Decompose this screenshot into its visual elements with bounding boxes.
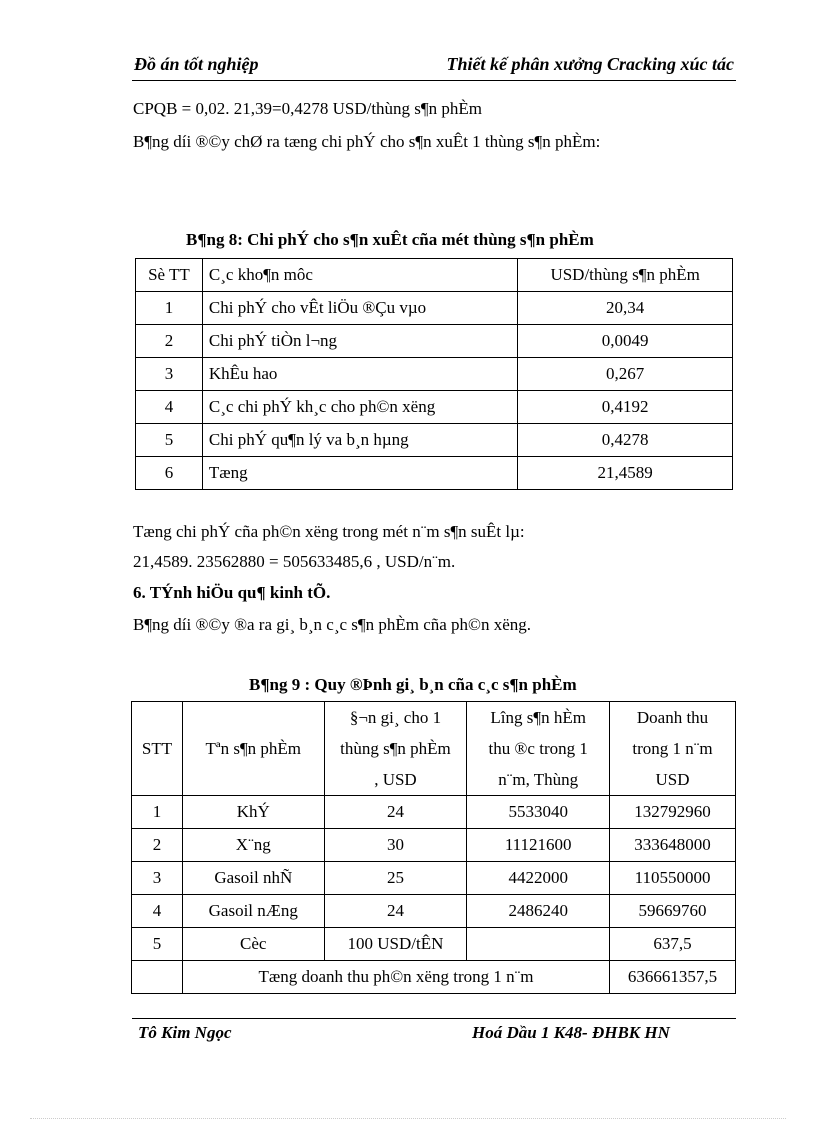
table8-header-stt: Sè TT — [136, 259, 203, 292]
table9-cell-price: 24 — [324, 796, 467, 829]
table9-cell-stt: 4 — [132, 895, 183, 928]
table9-cell-name: Gasoil nhÑ — [182, 862, 324, 895]
table-row — [132, 895, 736, 928]
table8-cell-cost: 21,4589 — [518, 457, 733, 490]
table-row — [136, 457, 733, 490]
table8-cell-stt: 4 — [136, 391, 203, 424]
table9-header-qty — [467, 702, 610, 796]
table9-header-rev-line1: Doanh thu — [636, 708, 709, 727]
table8-cell-item: Tæng — [202, 457, 517, 490]
table9-header-price-line3: , USD — [374, 770, 417, 789]
table-row — [132, 829, 736, 862]
table9-cell-stt: 3 — [132, 862, 183, 895]
table9-header-row — [132, 702, 736, 796]
table9-header-price-line1: §¬n gi¸ cho 1 — [349, 708, 442, 727]
table8-cell-cost: 0,267 — [518, 358, 733, 391]
intro-line-1: CPQB = 0,02. 21,39=0,4278 USD/thùng s¶n phÈm — [133, 99, 482, 118]
table-row — [132, 928, 736, 961]
table9-cell-price: 30 — [324, 829, 467, 862]
table-9 — [131, 701, 736, 994]
table9-cell-revenue: 132792960 — [610, 796, 736, 829]
table9-cell-name: Gasoil nÆng — [182, 895, 324, 928]
table8-cell-cost: 0,4278 — [518, 424, 733, 457]
table8-caption: B¶ng 8: Chi phÝ cho s¶n xuÊt cña mét thùng s¶n phÈm — [186, 230, 594, 249]
table9-header-price-line2: thùng s¶n phÈm — [340, 739, 451, 758]
table9-cell-name: Cèc — [182, 928, 324, 961]
table9-cell-qty: 5533040 — [467, 796, 610, 829]
table8-cell-item: Chi phÝ cho vÊt liÖu ®Çu vµo — [202, 292, 517, 325]
table8-header-row — [136, 259, 733, 292]
table8-cell-item: C¸c chi phÝ kh¸c cho ph©n xëng — [202, 391, 517, 424]
table8-cell-cost: 20,34 — [518, 292, 733, 325]
table9-header-rev-line3: USD — [655, 770, 690, 789]
table9-cell-name: KhÝ — [182, 796, 324, 829]
page-bottom-divider — [30, 1118, 786, 1119]
table-8 — [135, 258, 733, 490]
table-row — [136, 292, 733, 325]
table9-cell-price: 100 USD/tÊN — [324, 928, 467, 961]
table9-total-row — [132, 961, 736, 994]
middle-line-2: 21,4589. 23562880 = 505633485,6 , USD/n¨m. — [133, 552, 456, 571]
table9-cell-name: X¨ng — [182, 829, 324, 862]
page-header — [132, 52, 736, 81]
table9-total-value: 636661357,5 — [610, 961, 736, 994]
table-row — [136, 391, 733, 424]
table8-cell-stt: 5 — [136, 424, 203, 457]
table9-header-qty-line1: Lîng s¶n hÈm — [490, 708, 586, 727]
table9-cell-revenue: 333648000 — [610, 829, 736, 862]
table-row — [136, 424, 733, 457]
table9-total-label: Tæng doanh thu ph©n xëng trong 1 n¨m — [182, 961, 609, 994]
table8-cell-stt: 1 — [136, 292, 203, 325]
table8-cell-stt: 2 — [136, 325, 203, 358]
page-footer — [132, 1018, 736, 1047]
table9-cell-qty: 2486240 — [467, 895, 610, 928]
table8-cell-item: Chi phÝ qu¶n lý va b¸n hµng — [202, 424, 517, 457]
header-right-title: Thiết kế phân xưởng Cracking xúc tác — [446, 54, 734, 74]
table9-cell-qty — [467, 928, 610, 961]
table8-cell-stt: 3 — [136, 358, 203, 391]
table9-cell-revenue: 637,5 — [610, 928, 736, 961]
table9-header-stt: STT — [132, 702, 183, 796]
table9-cell-stt: 2 — [132, 829, 183, 862]
footer-author: Tô Kim Ngọc — [138, 1023, 232, 1042]
table8-cell-cost: 0,0049 — [518, 325, 733, 358]
table9-caption: B¶ng 9 : Quy ®Þnh gi¸ b¸n cña c¸c s¶n phÈm — [249, 675, 577, 694]
intro-line-2: B¶ng díi ®©y chØ ra tæng chi phÝ cho s¶n xuÊt 1 thùng s¶n phÈm: — [133, 132, 601, 151]
table9-cell-stt: 5 — [132, 928, 183, 961]
middle-line-1: Tæng chi phÝ cña ph©n xëng trong mét n¨m s¶n suÊt lµ: — [133, 522, 525, 541]
header-left-title: Đồ án tốt nghiệp — [134, 54, 259, 74]
table-row — [132, 796, 736, 829]
table9-cell-revenue: 59669760 — [610, 895, 736, 928]
table9-header-revenue — [610, 702, 736, 796]
table8-header-item: C¸c kho¶n môc — [202, 259, 517, 292]
table-row — [136, 358, 733, 391]
table9-header-price — [324, 702, 467, 796]
section-heading: 6. TÝnh hiÖu qu¶ kinh tÕ. — [133, 583, 331, 602]
table9-cell-revenue: 110550000 — [610, 862, 736, 895]
table8-cell-item: Chi phÝ tiÒn l¬ng — [202, 325, 517, 358]
footer-class: Hoá Dầu 1 K48- ĐHBK HN — [472, 1023, 670, 1042]
table9-header-qty-line3: n¨m, Thùng — [498, 770, 579, 789]
table9-header-name: Tªn s¶n phÈm — [182, 702, 324, 796]
table9-header-rev-line2: trong 1 n¨m — [632, 739, 713, 758]
table8-cell-item: KhÊu hao — [202, 358, 517, 391]
table9-header-qty-line2: thu ®c trong 1 — [488, 739, 588, 758]
table9-cell-qty: 4422000 — [467, 862, 610, 895]
table9-cell-price: 24 — [324, 895, 467, 928]
table-row — [132, 862, 736, 895]
table8-header-cost: USD/thùng s¶n phÈm — [518, 259, 733, 292]
table8-cell-stt: 6 — [136, 457, 203, 490]
table9-cell-qty: 11121600 — [467, 829, 610, 862]
middle-line-3: B¶ng díi ®©y ®a ra gi¸ b¸n c¸c s¶n phÈm cña ph©n xëng. — [133, 615, 532, 634]
table-row — [136, 325, 733, 358]
table9-total-empty — [132, 961, 183, 994]
table9-cell-stt: 1 — [132, 796, 183, 829]
table8-cell-cost: 0,4192 — [518, 391, 733, 424]
table9-cell-price: 25 — [324, 862, 467, 895]
